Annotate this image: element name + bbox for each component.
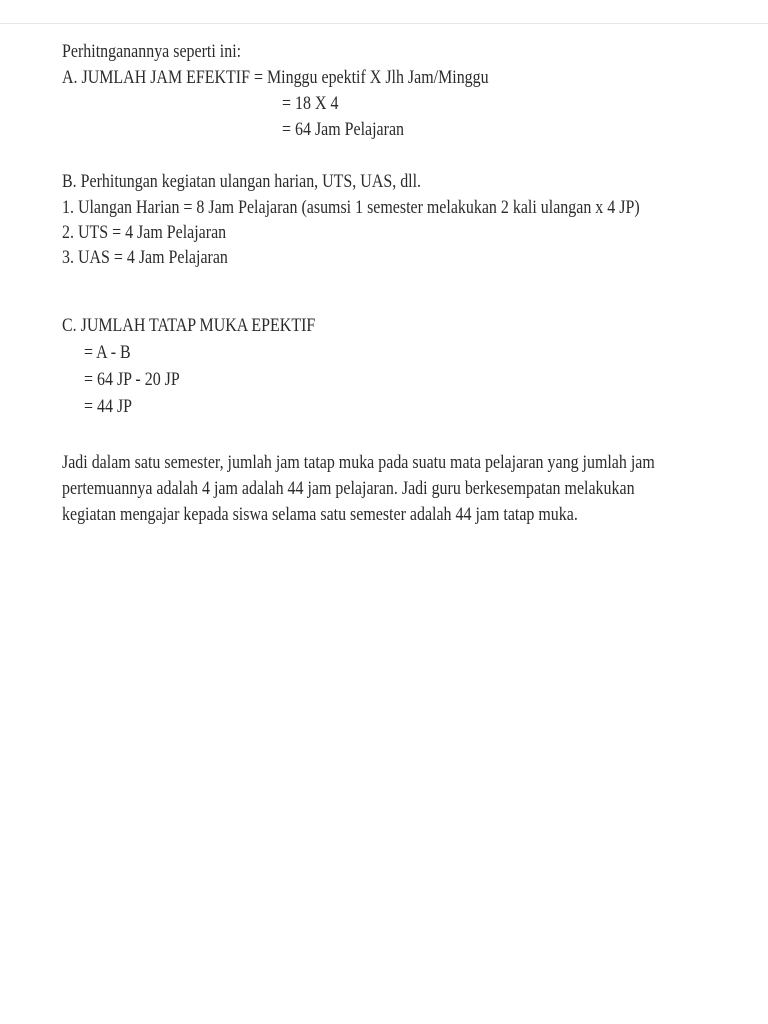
intro-text: Perhitnganannya seperti ini: <box>62 41 242 62</box>
section-a-calc-2: = 64 Jam Pelajaran <box>282 119 405 140</box>
conclusion-line-1: Jadi dalam satu semester, jumlah jam tatap muka pada suatu mata pelajaran yang jumlah jam <box>62 452 655 473</box>
section-a-heading: A. JUMLAH JAM EFEKTIF = Minggu epektif X Jlh Jam/Minggu <box>62 67 489 88</box>
section-b-item-1: 1. Ulangan Harian = 8 Jam Pelajaran (asumsi 1 semester melakukan 2 kali ulangan x 4 JP) <box>62 197 640 218</box>
section-a-calc-1: = 18 X 4 <box>282 93 339 114</box>
section-b-item-2: 2. UTS = 4 Jam Pelajaran <box>62 222 227 243</box>
section-c-calc-2: = 64 JP - 20 JP <box>84 369 180 390</box>
section-c-heading: C. JUMLAH TATAP MUKA EPEKTIF <box>62 315 316 336</box>
conclusion-line-3: kegiatan mengajar kepada siswa selama satu semester adalah 44 jam tatap muka. <box>62 504 578 525</box>
conclusion-line-2: pertemuannya adalah 4 jam adalah 44 jam pelajaran. Jadi guru berkesempatan melakukan <box>62 478 635 499</box>
section-c-calc-1: = A - B <box>84 342 131 363</box>
section-c-calc-3: = 44 JP <box>84 396 133 417</box>
section-b-heading: B. Perhitungan kegiatan ulangan harian, UTS, UAS, dll. <box>62 171 422 192</box>
conclusion-paragraph <box>62 450 768 528</box>
section-b-item-3: 3. UAS = 4 Jam Pelajaran <box>62 247 228 268</box>
